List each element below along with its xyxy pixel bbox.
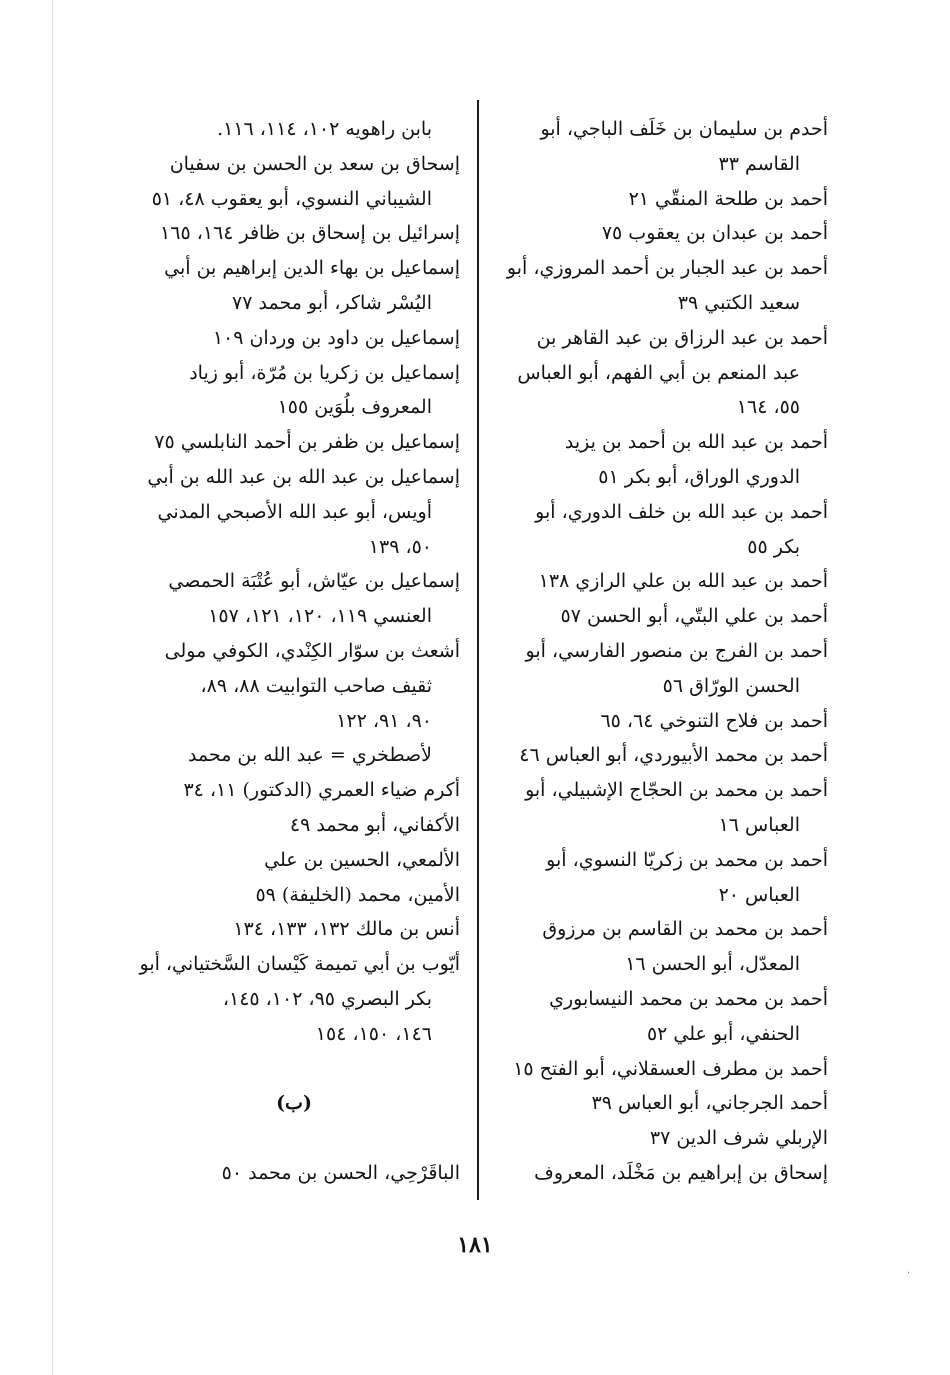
index-entry-line: أحمد بن محمد بن محمد النيسابوري	[549, 987, 828, 1010]
index-entry-line: الباقَرْحِي، الحسن بن محمد ٥٠	[221, 1161, 460, 1184]
index-entry-line: المعروف بلُوَين ١٥٥	[277, 396, 432, 419]
index-entry-line: أيّوب بن أبي تميمة كَيْسان السَّختياني، أبو	[139, 953, 460, 976]
index-entry-line: إسماعيل بن بهاء الدين إبراهيم بن أبي	[164, 257, 460, 280]
index-entry-line: أحمد بن الفرج بن منصور الفارسي، أبو	[525, 639, 828, 662]
index-entry-line: أحمد بن مطرف العسقلاني، أبو الفتح ١٥	[513, 1057, 828, 1080]
index-entry-line: أحمد بن محمد بن الحجّاج الإشبيلي، أبو	[525, 779, 828, 802]
index-entry-line: الشيباني النسوي، أبو يعقوب ٤٨، ٥١	[151, 187, 432, 210]
scan-edge-line	[52, 0, 53, 1375]
index-entry-line	[128, 1052, 460, 1087]
section-heading: (ب)	[276, 1092, 312, 1115]
index-column-right	[500, 112, 828, 1191]
index-entry-line: العباس ٢٠	[718, 883, 800, 906]
index-entry-line: إسماعيل بن عبد الله بن عبد الله بن أبي	[147, 465, 460, 488]
index-entry-line: بكر البصري ٩٥، ١٠٢، ١٤٥،	[222, 987, 432, 1010]
index-entry-line: الحسن الورّاق ٥٦	[662, 674, 800, 697]
index-entry-line: الأكفاني، أبو محمد ٤٩	[289, 813, 460, 836]
index-entry-line: أشعث بن سوّار الكِنْدي، الكوفي مولى	[164, 639, 460, 662]
index-entry-line: إسحاق بن إبراهيم بن مَخْلَد، المعروف	[534, 1161, 828, 1184]
index-entry-line: إسرائيل بن إسحاق بن ظافر ١٦٤، ١٦٥	[160, 222, 460, 245]
index-entry-line: ١٤٦، ١٥٠، ١٥٤	[315, 1022, 432, 1045]
index-entry-line: الدوري الوراق، أبو بكر ٥١	[598, 465, 800, 488]
index-entry-line: إسماعيل بن ظفر بن أحمد النابلسي ٧٥	[154, 431, 460, 454]
scan-mark: ·	[907, 1268, 911, 1279]
index-entry-line: أحمد بن عبد الجبار بن أحمد المروزي، أبو	[506, 257, 828, 280]
index-entry-line: العباس ١٦	[718, 813, 800, 836]
index-entry-line: أحمد بن محمد بن القاسم بن مرزوق	[542, 918, 828, 941]
index-entry-line: أحمد بن علي البتّي، أبو الحسن ٥٧	[560, 605, 828, 628]
index-entry-line: إسماعيل بن زكريا بن مُرّة، أبو زياد	[189, 361, 460, 384]
index-entry-line: ٥٥، ١٦٤	[736, 396, 800, 419]
index-entry-line: الحنفي، أبو علي ٥٢	[646, 1022, 800, 1045]
index-entry-line: بابن راهويه ١٠٢، ١١٤، ١١٦.	[217, 118, 432, 140]
index-entry-line: بكر ٥٥	[747, 535, 800, 558]
index-entry-line: أحمد بن محمد بن زكريّا النسوي، أبو	[546, 848, 828, 871]
index-entry-line	[128, 1121, 460, 1156]
index-entry-line: المعدّل، أبو الحسن ١٦	[625, 953, 800, 976]
index-entry-line: أحدم بن سليمان بن خَلَف الباجي، أبو	[540, 118, 828, 140]
index-entry-line: اليُسْر شاكر، أبو محمد ٧٧	[232, 291, 432, 314]
page-number: ١٨١	[457, 1232, 493, 1258]
index-entry-line: إسحاق بن سعد بن الحسن بن سفيان	[169, 152, 460, 175]
index-entry-line: أنس بن مالك ١٣٢، ١٣٣، ١٣٤	[233, 918, 460, 941]
index-entry-line: أحمد بن فلاح التنوخي ٦٤، ٦٥	[600, 709, 828, 732]
index-entry-line: ٥٠، ١٣٩	[368, 535, 432, 558]
index-entry-line: لأصطخري = عبد الله بن محمد	[187, 744, 432, 767]
index-entry-line: الأمين، محمد (الخليفة) ٥٩	[255, 883, 460, 906]
index-entry-line: إسماعيل بن عيّاش، أبو عُتْبَة الحمصي	[168, 570, 460, 593]
index-entry-line: أحمد بن عبد الله بن علي الرازي ١٣٨	[538, 570, 828, 593]
index-entry-line: إسماعيل بن داود بن وردان ١٠٩	[212, 326, 460, 349]
index-entry-line: سعيد الكتبي ٣٩	[677, 291, 800, 314]
index-entry-line: أحمد بن محمد الأبيوردي، أبو العباس ٤٦	[519, 744, 828, 767]
index-entry-line: العنسي ١١٩، ١٢٠، ١٢١، ١٥٧	[208, 605, 432, 628]
index-entry-line: الألمعي، الحسين بن علي	[264, 848, 460, 871]
index-entry-line: أكرم ضياء العمري (الدكتور) ١١، ٣٤	[183, 779, 460, 802]
index-entry-line: أحمد بن عبد الله بن خلف الدوري، أبو	[535, 500, 828, 523]
index-entry-line: الإربلي شرف الدين ٣٧	[649, 1127, 828, 1150]
column-divider	[477, 100, 479, 1200]
index-entry-line: أحمد الجرجاني، أبو العباس ٣٩	[591, 1092, 828, 1115]
index-entry-line: القاسم ٣٣	[718, 152, 800, 175]
index-column-left	[128, 112, 460, 1191]
index-entry-line: أويس، أبو عبد الله الأصبحي المدني	[157, 500, 432, 523]
index-entry-line: أحمد بن عبد الرزاق بن عبد القاهر بن	[536, 326, 828, 349]
index-entry-line: أحمد بن عبدان بن يعقوب ٧٥	[601, 222, 828, 245]
index-entry-line: عبد المنعم بن أبي الفهم، أبو العباس	[517, 361, 800, 384]
index-entry-line: أحمد بن طلحة المنقّي ٢١	[628, 187, 828, 210]
index-entry-line: أحمد بن عبد الله بن أحمد بن يزيد	[564, 431, 828, 454]
index-entry-line: ثقيف صاحب التوابيت ٨٨، ٨٩،	[200, 674, 432, 697]
index-entry-line: ٩٠، ٩١، ١٢٢	[336, 709, 432, 732]
